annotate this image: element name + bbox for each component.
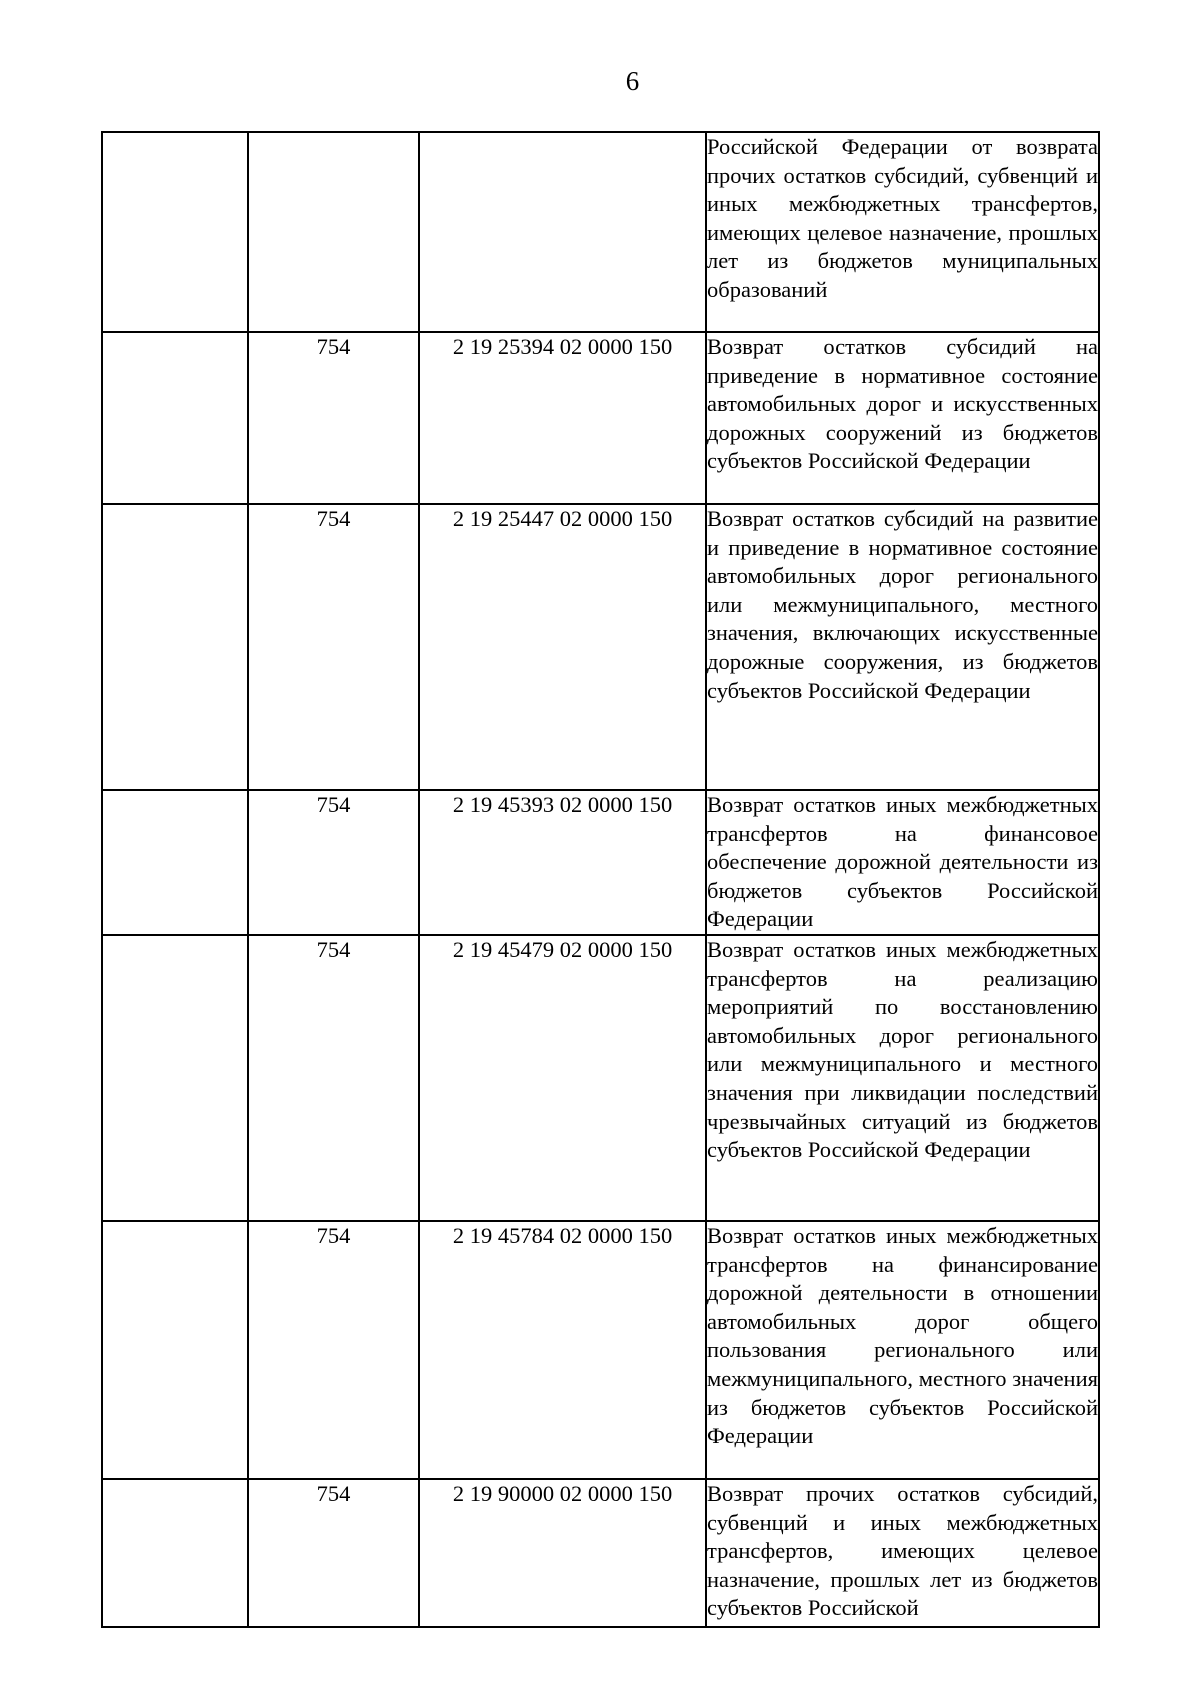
blank-cell [102,132,248,332]
admin-code-cell: 754 [248,935,419,1221]
blank-cell [102,332,248,504]
description-cell: Возврат остатков иных межбюджетных трансфертов на финансовое обеспечение дорожной деятельности из бюджетов субъектов Российской Федерации [706,790,1099,935]
budget-classification-table [101,131,1100,1628]
blank-cell [102,935,248,1221]
description-cell: Возврат остатков иных межбюджетных трансфертов на финансирование дорожной деятельности в отношении автомобильных дорог общего пользования регионального или межмуниципального, местного значения из бюджетов субъектов Российской Федерации [706,1221,1099,1479]
blank-cell [102,504,248,790]
table-row [102,1479,1099,1627]
kbk-code-cell: 2 19 45784 02 0000 150 [419,1221,706,1479]
admin-code-cell: 754 [248,332,419,504]
admin-code-cell: 754 [248,504,419,790]
table-row [102,1221,1099,1479]
description-cell: Возврат остатков субсидий на приведение в нормативное состояние автомобильных дорог и искусственных дорожных сооружений из бюджетов субъектов Российской Федерации [706,332,1099,504]
kbk-code-cell: 2 19 25394 02 0000 150 [419,332,706,504]
table-row [102,790,1099,935]
admin-code-cell: 754 [248,790,419,935]
admin-code-cell [248,132,419,332]
kbk-code-cell: 2 19 25447 02 0000 150 [419,504,706,790]
description-cell: Возврат остатков субсидий на развитие и приведение в нормативное состояние автомобильных дорог регионального или межмуниципального, местного значения, включающих искусственные дорожные сооружения, из бюджетов субъектов Российской Федерации [706,504,1099,790]
blank-cell [102,1221,248,1479]
table-row [102,332,1099,504]
kbk-code-cell: 2 19 90000 02 0000 150 [419,1479,706,1627]
kbk-code-cell [419,132,706,332]
page-number: 6 [625,66,640,96]
description-cell: Российской Федерации от возврата прочих остатков субсидий, субвенций и иных межбюджетных трансфертов, имеющих целевое назначение, прошлых лет из бюджетов муниципальных образований [706,132,1099,332]
blank-cell [102,1479,248,1627]
table-row [102,132,1099,332]
table-row [102,935,1099,1221]
description-cell: Возврат остатков иных межбюджетных трансфертов на реализацию мероприятий по восстановлению автомобильных дорог регионального или межмуниципального и местного значения при ликвидации последствий чрезвычайных ситуаций из бюджетов субъектов Российской Федерации [706,935,1099,1221]
description-cell: Возврат прочих остатков субсидий, субвенций и иных межбюджетных трансфертов, имеющих целевое назначение, прошлых лет из бюджетов субъектов Российской [706,1479,1099,1627]
kbk-code-cell: 2 19 45393 02 0000 150 [419,790,706,935]
blank-cell [102,790,248,935]
admin-code-cell: 754 [248,1221,419,1479]
kbk-code-cell: 2 19 45479 02 0000 150 [419,935,706,1221]
table-row [102,504,1099,790]
admin-code-cell: 754 [248,1479,419,1627]
